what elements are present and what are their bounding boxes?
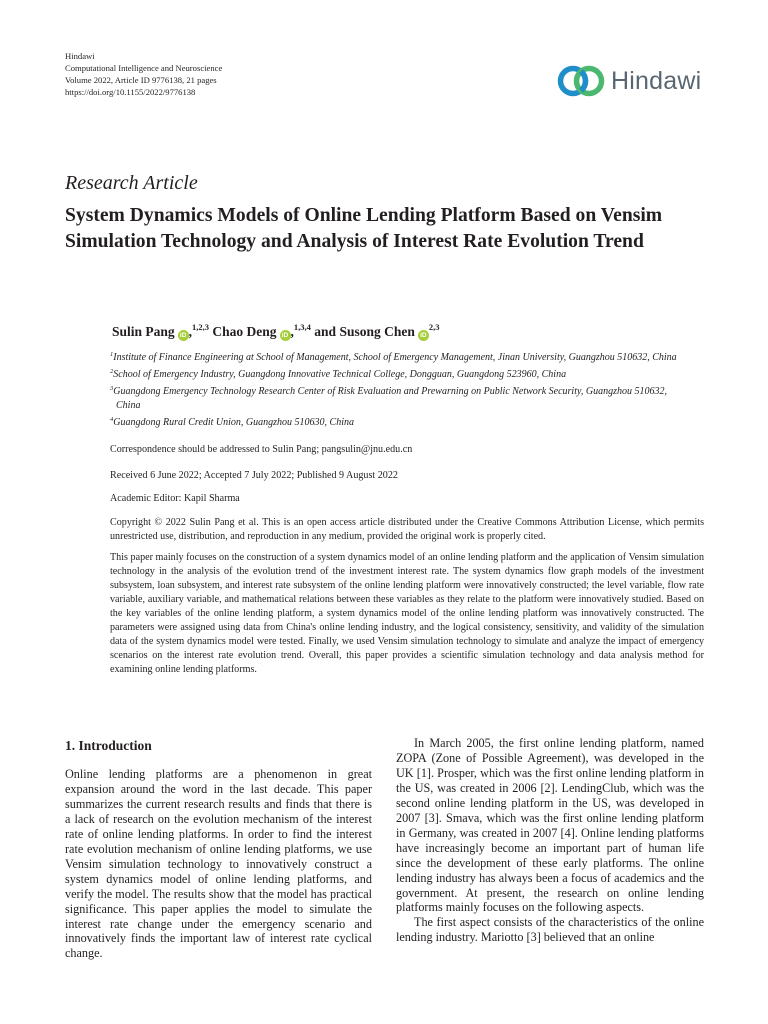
affiliation-item — [110, 348, 690, 365]
orcid-icon[interactable]: iD — [418, 330, 429, 341]
academic-editor: Academic Editor: Kapil Sharma — [110, 493, 240, 504]
publisher-name: Hindawi — [65, 51, 95, 61]
author-separator: , — [188, 324, 193, 339]
author-affil-marker: 2,3 — [428, 322, 440, 332]
affil-text: Guangdong Rural Credit Union, Guangzhou 510630, China — [113, 417, 354, 428]
publication-dates: Received 6 June 2022; Accepted 7 July 2022; Published 9 August 2022 — [110, 470, 398, 481]
affil-number: 1 — [110, 351, 114, 358]
author-name[interactable]: Sulin Pang — [112, 324, 175, 339]
author-list — [112, 318, 440, 341]
author-affil-marker: 1,2,3 — [192, 322, 210, 332]
affiliation-item — [110, 365, 690, 382]
author-affil-marker: 1,3,4 — [293, 322, 311, 332]
orcid-icon[interactable]: iD — [178, 330, 189, 341]
author-name[interactable]: Susong Chen — [339, 324, 415, 339]
body-column-left — [65, 767, 372, 961]
volume-line: Volume 2022, Article ID 9776138, 21 pages — [65, 75, 217, 86]
body-column-right — [396, 736, 704, 945]
author-joiner: and — [314, 324, 337, 339]
affil-text: Institute of Finance Engineering at School of Management, School of Emergency Management, Jinan University, Guangzhou 510632, China — [113, 352, 677, 363]
affiliations — [110, 348, 690, 430]
journal-header — [65, 50, 222, 98]
hindawi-logo-icon — [556, 63, 608, 99]
affil-number: 3 — [110, 385, 114, 392]
affil-text: School of Emergency Industry, Guangdong Innovative Technical College, Dongguan, Guangdong 523960, China — [113, 369, 567, 380]
affiliation-item — [110, 413, 690, 430]
affil-number: 2 — [110, 368, 114, 375]
hindawi-logo[interactable] — [556, 63, 706, 99]
affiliation-item — [110, 382, 690, 413]
article-type: Research Article — [65, 172, 198, 194]
abstract: This paper mainly focuses on the construction of a system dynamics model of an online lending platform and the application of Vensim simulation technology in the analysis of the evolution trend of the investment interest rate. The system dynamics flow graph models of the investment subsystem, loan subsystem, and interest rate subsystem of the online lending platform were innovatively constructed; the level variable, flow rate variable, auxiliary variable, and mathematical relations between these variables as they relate to the platform were innovatively studied. Based on the key variables of the online lending platform, a system dynamics model of the online lending platform was innovatively constructed. The parameters were assigned using data from China's online lending industry, and the logical consistency, sensitivity, and validity of the simulation data of the system dynamics model were tested. Finally, we used Vensim simulation technology to simulate and analyze the impact of emergency scenarios on the interest rate evolution trend. Overall, this paper provides a scientific simulation technology and data analysis method for examining online lending platforms. — [110, 552, 704, 675]
body-paragraph: Online lending platforms are a phenomenon in great expansion around the word in the last decade. This paper summarizes the current research results and finds that there is a lack of research on the evolution mechanism of the interest rate of online lending platforms. In order to find the interest rate evolution mechanism of online lending platforms, we use Vensim simulation technology to innovatively construct a system dynamics model of online lending platforms, and verify the model. The results show that the model has practical significance. This paper applies the model to simulate the interest rate change under the emergency scenario and innovatively finds the important law of interest rate cyclical change. — [65, 767, 372, 961]
journal-name: Computational Intelligence and Neuroscience — [65, 63, 223, 74]
affil-number: 4 — [110, 416, 114, 423]
copyright-notice: Copyright © 2022 Sulin Pang et al. This is an open access article distributed under the Creative Commons Attribution License, which permits unrestricted use, distribution, and reproduction in any medium, provided the original work is properly cited. — [110, 517, 704, 542]
affil-text: Guangdong Emergency Technology Research Center of Risk Evaluation and Prewarning on Public Network Security, Guangzhou 510632, China — [113, 386, 667, 411]
correspondence-line: Correspondence should be addressed to Sulin Pang; pangsulin@jnu.edu.cn — [110, 444, 413, 455]
orcid-icon[interactable]: iD — [280, 330, 291, 341]
section-heading: 1. Introduction — [65, 738, 152, 753]
logo-wordmark: Hindawi — [611, 67, 702, 95]
body-paragraph: The first aspect consists of the characteristics of the online lending industry. Mariotto [3] believed that an online — [396, 915, 704, 945]
author-separator: , — [290, 324, 294, 339]
author-name[interactable]: Chao Deng — [212, 324, 277, 339]
body-paragraph: In March 2005, the first online lending platform, named ZOPA (Zone of Possible Agreement), was developed in the UK [1]. Prosper, which was the first online lending platform in the US, was created in 2006 [2]. LendingClub, which was the second online lending platform in the US, was developed in 2007 [3]. Smava, which was the first online lending platform in Germany, was created in 2007 [4]. Online lending platforms have increasingly become an important part of human life since the development of these early platforms. The online lending industry has always been a focus of academics and the government. At present, the research on online lending platforms mainly focuses on the following aspects. — [396, 736, 704, 915]
article-title: System Dynamics Models of Online Lending Platform Based on Vensim Simulation Technology and Analysis of Interest Rate Evolution Trend — [65, 205, 663, 252]
doi-link[interactable]: https://doi.org/10.1155/2022/9776138 — [65, 87, 196, 98]
